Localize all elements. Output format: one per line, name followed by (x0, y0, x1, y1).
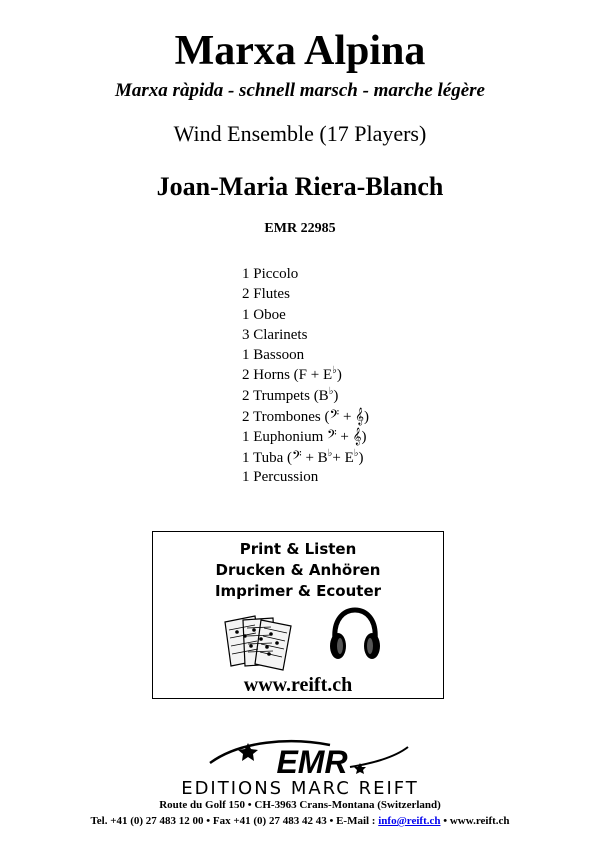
bass-clef-icon: 𝄢 (327, 427, 337, 446)
promo-line-fr: Imprimer & Ecouter (214, 582, 382, 600)
score-title: Marxa Alpina (174, 28, 426, 74)
sheet-music-icon (221, 612, 297, 672)
email-link[interactable]: info@reift.ch (378, 815, 441, 827)
instrument-item: 2 Trumpets (B♭) (242, 385, 339, 404)
instrument-item: 1 Percussion (242, 468, 319, 485)
instrument-item: 2 Trombones (𝄢 + 𝄞) (242, 407, 370, 426)
instrument-item: 1 Tuba (𝄢 + B♭+ E♭) (242, 447, 364, 466)
score-subtitle: Marxa ràpida - schnell marsch - marche légère (115, 80, 485, 101)
promo-line-de: Drucken & Anhören (215, 561, 381, 579)
headphones-icon (327, 606, 383, 664)
treble-clef-icon: 𝄞 (355, 407, 365, 426)
instrumentation-list (242, 264, 502, 487)
instrument-item: 2 Horns (F + E♭) (242, 365, 342, 384)
treble-clef-icon: 𝄞 (352, 427, 362, 446)
bass-clef-icon: 𝄢 (329, 407, 340, 426)
publisher-contact: Tel. +41 (0) 27 483 12 00 • Fax +41 (0) 27 483 42 43 • E-Mail : info@reift.ch • www.reift.ch (90, 815, 510, 827)
flat-sign-icon: ♭ (353, 447, 359, 459)
instrument-item: 3 Clarinets (242, 326, 308, 343)
instrument-item: 1 Bassoon (242, 347, 305, 364)
publisher-name: EDITIONS MARC REIFT (181, 778, 419, 799)
composer-name: Joan-Maria Riera-Blanch (156, 172, 444, 201)
emr-logo (200, 733, 420, 783)
promo-line-en: Print & Listen (239, 540, 357, 558)
catalog-number: EMR 22985 (264, 221, 336, 236)
instrument-item: 1 Piccolo (242, 266, 299, 282)
bass-clef-icon: 𝄢 (292, 447, 302, 466)
publisher-address: Route du Golf 150 • CH-3963 Crans-Montana (Switzerland) (159, 799, 441, 811)
print-listen-box (152, 531, 444, 699)
flat-sign-icon: ♭ (328, 385, 334, 397)
flat-sign-icon: ♭ (332, 365, 337, 377)
logo-lettering: EMR (276, 744, 348, 780)
instrument-item: 1 Euphonium 𝄢 + 𝄞) (242, 427, 367, 446)
instrument-item: 2 Flutes (242, 286, 290, 303)
instrument-item: 1 Oboe (242, 306, 286, 323)
ensemble-label: Wind Ensemble (17 Players) (173, 121, 427, 146)
flat-sign-icon: ♭ (327, 447, 333, 459)
website-url[interactable]: www.reift.ch (243, 674, 353, 696)
